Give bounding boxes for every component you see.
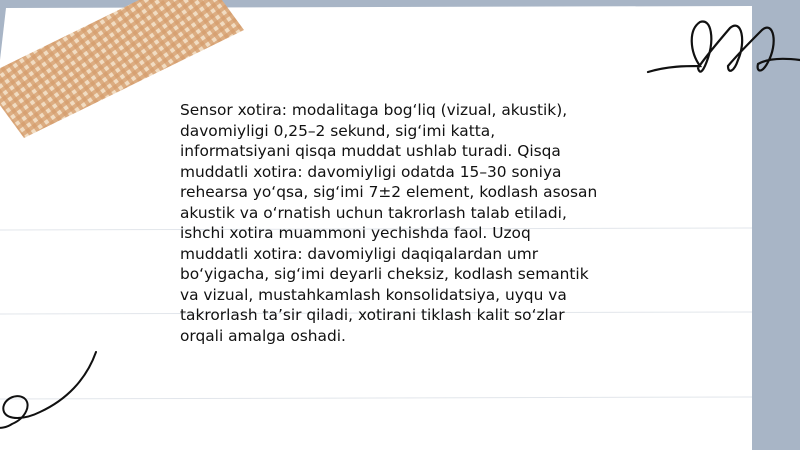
note-body-text: Sensor xotira: modalitaga bog‘liq (vizual, akustik), davomiyligi 0,25–2 sekund, sig‘imi katta, informatsiyani qisqa muddat ushlab turadi. Qisqa muddatli xotira: davomiyligi odatda 15–30 soniya rehearsa yo‘qsa, sig‘imi 7±2 element, kodlash asosan akustik va o‘rnatish uchun takrorlash talab etiladi, ishchi xotira muammoni yechishda faol. Uzoq muddatli xotira: davomiyligi daqiqalardan umr bo‘yigacha, sig‘imi deyarli cheksiz, kodlash semantik va vizual, mustahkamlash konsolidatsiya, uyqu va takrorlash ta’sir qiladi, xotirani tiklash kalit so‘zlar orqali amalga oshadi.: [180, 101, 598, 345]
